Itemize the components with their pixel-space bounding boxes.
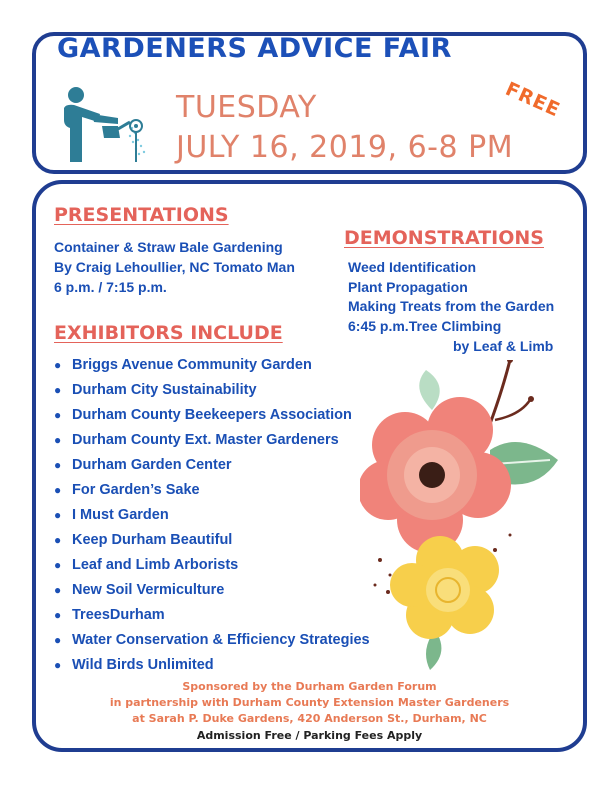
bullet-icon: ● [54, 633, 62, 647]
list-item: ● Water Conservation & Efficiency Strategies [54, 628, 370, 653]
leaf-icon [419, 370, 439, 410]
watering-gardener-icon [58, 84, 158, 166]
list-item: ● Durham County Beekeepers Association [54, 403, 370, 428]
presentation-title: Container & Straw Bale Gardening [54, 239, 283, 255]
bullet-icon: ● [54, 558, 62, 572]
list-item: ● Durham Garden Center [54, 453, 370, 478]
list-item: ● For Garden’s Sake [54, 478, 370, 503]
presentation-details [54, 237, 295, 297]
list-item: ● Briggs Avenue Community Garden [54, 353, 370, 378]
demonstration-item: 6:45 p.m.Tree Climbing [348, 317, 502, 334]
admission-note: Admission Free / Parking Fees Apply [196, 729, 423, 742]
bullet-icon: ● [54, 658, 62, 672]
bullet-icon: ● [54, 383, 62, 397]
list-item: ● TreesDurham [54, 603, 370, 628]
exhibitor-list [54, 353, 370, 678]
presentation-speaker: By Craig Lehoullier, NC Tomato Man [54, 259, 295, 275]
sponsor-line: in partnership with Durham County Extension Master Gardeners [109, 696, 510, 709]
bullet-icon: ● [54, 508, 62, 522]
bullet-icon: ● [54, 458, 62, 472]
list-item: ● Durham County Ext. Master Gardeners [54, 428, 370, 453]
event-title: GARDENERS ADVICE FAIR [57, 33, 452, 64]
bullet-icon: ● [54, 358, 62, 372]
list-item: ● Keep Durham Beautiful [54, 528, 370, 553]
small-flower-icon [130, 120, 142, 162]
demonstration-item: Plant Propagation [348, 278, 468, 295]
bullet-icon: ● [54, 433, 62, 447]
gardener-body [64, 105, 100, 162]
flower-stem [495, 400, 530, 420]
gardener-arm [92, 114, 118, 124]
yellow-flower-icon [390, 536, 499, 639]
demonstration-list [348, 258, 554, 336]
list-item: ● Durham City Sustainability [54, 378, 370, 403]
bullet-icon: ● [54, 483, 62, 497]
demonstration-credit: by Leaf & Limb [453, 338, 554, 354]
list-item: ● Leaf and Limb Arborists [54, 553, 370, 578]
event-date-time: JULY 16, 2019, 6-8 PM [176, 130, 514, 165]
demonstration-item: Making Treats from the Garden [348, 298, 555, 314]
bullet-icon: ● [54, 408, 62, 422]
presentations-heading: PRESENTATIONS [54, 204, 229, 226]
sponsor-line: Sponsored by the Durham Garden Forum [182, 680, 437, 693]
bullet-icon: ● [54, 608, 62, 622]
demonstrations-heading: DEMONSTRATIONS [344, 227, 544, 249]
demonstration-item: Weed Identification [348, 259, 477, 275]
bullet-icon: ● [54, 533, 62, 547]
list-item: ● New Soil Vermiculture [54, 578, 370, 603]
list-item: ● Wild Birds Unlimited [54, 653, 370, 678]
list-item: ● I Must Garden [54, 503, 370, 528]
coral-flower-icon [360, 397, 511, 553]
flower-illustration-icon [360, 360, 570, 675]
free-badge: FREE [502, 78, 564, 122]
bullet-icon: ● [54, 583, 62, 597]
gardener-head [68, 87, 84, 103]
presentation-times: 6 p.m. / 7:15 p.m. [54, 279, 167, 295]
event-day: TUESDAY [176, 90, 317, 125]
sponsor-line: at Sarah P. Duke Gardens, 420 Anderson St., Durham, NC [132, 712, 487, 725]
stem-bud [528, 396, 534, 402]
exhibitors-heading: EXHIBITORS INCLUDE [54, 322, 283, 344]
watering-can-spout [118, 122, 130, 129]
